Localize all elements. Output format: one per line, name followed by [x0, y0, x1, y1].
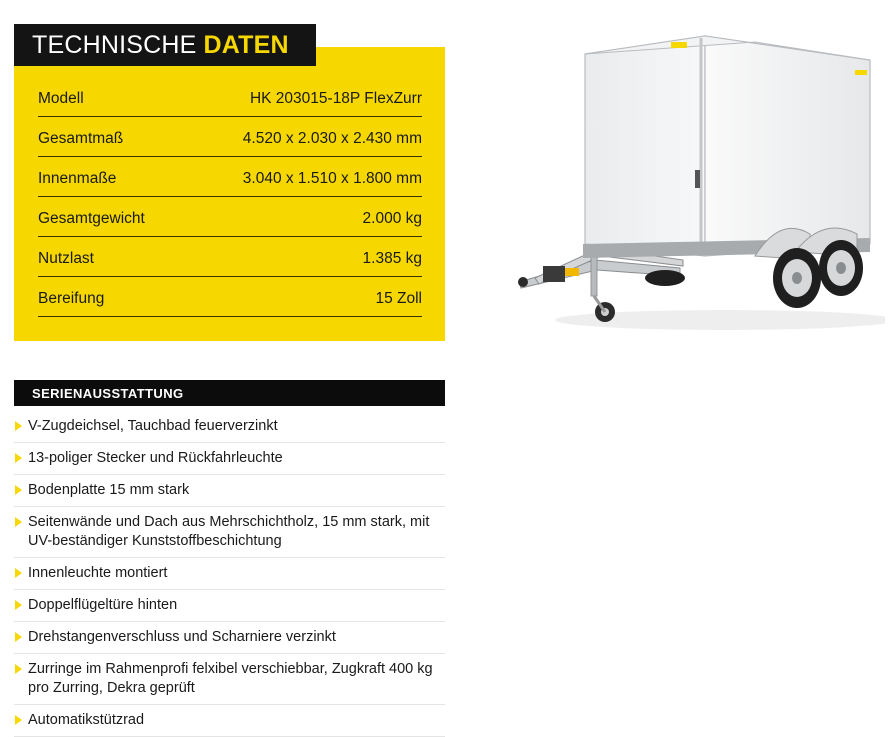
- tech-value: 2.000 kg: [362, 209, 422, 227]
- list-item: [14, 558, 445, 590]
- triangle-bullet-icon: [15, 453, 22, 463]
- trailer-image: [505, 20, 885, 340]
- list-item: [14, 507, 445, 558]
- list-item-text: Doppelflügeltüre hinten: [28, 597, 178, 613]
- tech-label: Bereifung: [38, 289, 105, 307]
- list-item: [14, 590, 445, 622]
- tech-value: HK 203015-18P FlexZurr: [249, 89, 422, 107]
- tech-row-bereifung: [38, 277, 422, 317]
- heading-part-daten: DATEN: [203, 30, 289, 59]
- technical-data-panel: [14, 47, 445, 341]
- tech-row-modell: [38, 77, 422, 117]
- list-item-text: Automatikstützrad: [28, 712, 145, 728]
- tech-value: 3.040 x 1.510 x 1.800 mm: [242, 169, 422, 187]
- tech-label: Innenmaße: [38, 169, 117, 187]
- triangle-bullet-icon: [15, 568, 22, 578]
- standard-equipment-heading: SERIENAUSSTATTUNG: [14, 380, 445, 406]
- triangle-bullet-icon: [15, 664, 22, 674]
- triangle-bullet-icon: [15, 421, 22, 431]
- list-item-text: Innenleuchte montiert: [28, 565, 168, 581]
- list-item-text: Zurringe im Rahmenprofi felxibel verschiebbar, Zugkraft 400 kg pro Zurring, Dekra geprüft: [28, 661, 433, 696]
- tech-value: 15 Zoll: [375, 289, 422, 307]
- list-item-text: Seitenwände und Dach aus Mehrschichtholz, 15 mm stark, mit UV-beständiger Kunststoffbeschichtung: [28, 514, 430, 549]
- technical-data-heading: [14, 24, 316, 66]
- list-item: [14, 705, 445, 737]
- list-item: [14, 475, 445, 507]
- tech-value: 1.385 kg: [362, 249, 422, 267]
- technical-data-table: [38, 77, 422, 317]
- standard-equipment-list: [14, 411, 445, 737]
- list-item-text: 13-poliger Stecker und Rückfahrleuchte: [28, 450, 283, 466]
- triangle-bullet-icon: [15, 517, 22, 527]
- list-item-text: Drehstangenverschluss und Scharniere verzinkt: [28, 629, 336, 645]
- list-item: [14, 622, 445, 654]
- triangle-bullet-icon: [15, 632, 22, 642]
- triangle-bullet-icon: [15, 600, 22, 610]
- list-item: [14, 443, 445, 475]
- list-item: [14, 411, 445, 443]
- tech-label: Gesamtmaß: [38, 129, 124, 147]
- tech-row-innenmasse: [38, 157, 422, 197]
- triangle-bullet-icon: [15, 485, 22, 495]
- list-item-text: Bodenplatte 15 mm stark: [28, 482, 190, 498]
- list-item-text: V-Zugdeichsel, Tauchbad feuerverzinkt: [28, 418, 278, 434]
- triangle-bullet-icon: [15, 715, 22, 725]
- tech-row-gesamtmass: [38, 117, 422, 157]
- tech-row-nutzlast: [38, 237, 422, 277]
- heading-part-technische: TECHNISCHE: [32, 30, 197, 59]
- tech-row-gesamtgewicht: [38, 197, 422, 237]
- tech-value: 4.520 x 2.030 x 2.430 mm: [242, 129, 422, 147]
- tech-label: Nutzlast: [38, 249, 94, 267]
- tech-label: Gesamtgewicht: [38, 209, 145, 227]
- list-item: [14, 654, 445, 705]
- tech-label: Modell: [38, 89, 84, 107]
